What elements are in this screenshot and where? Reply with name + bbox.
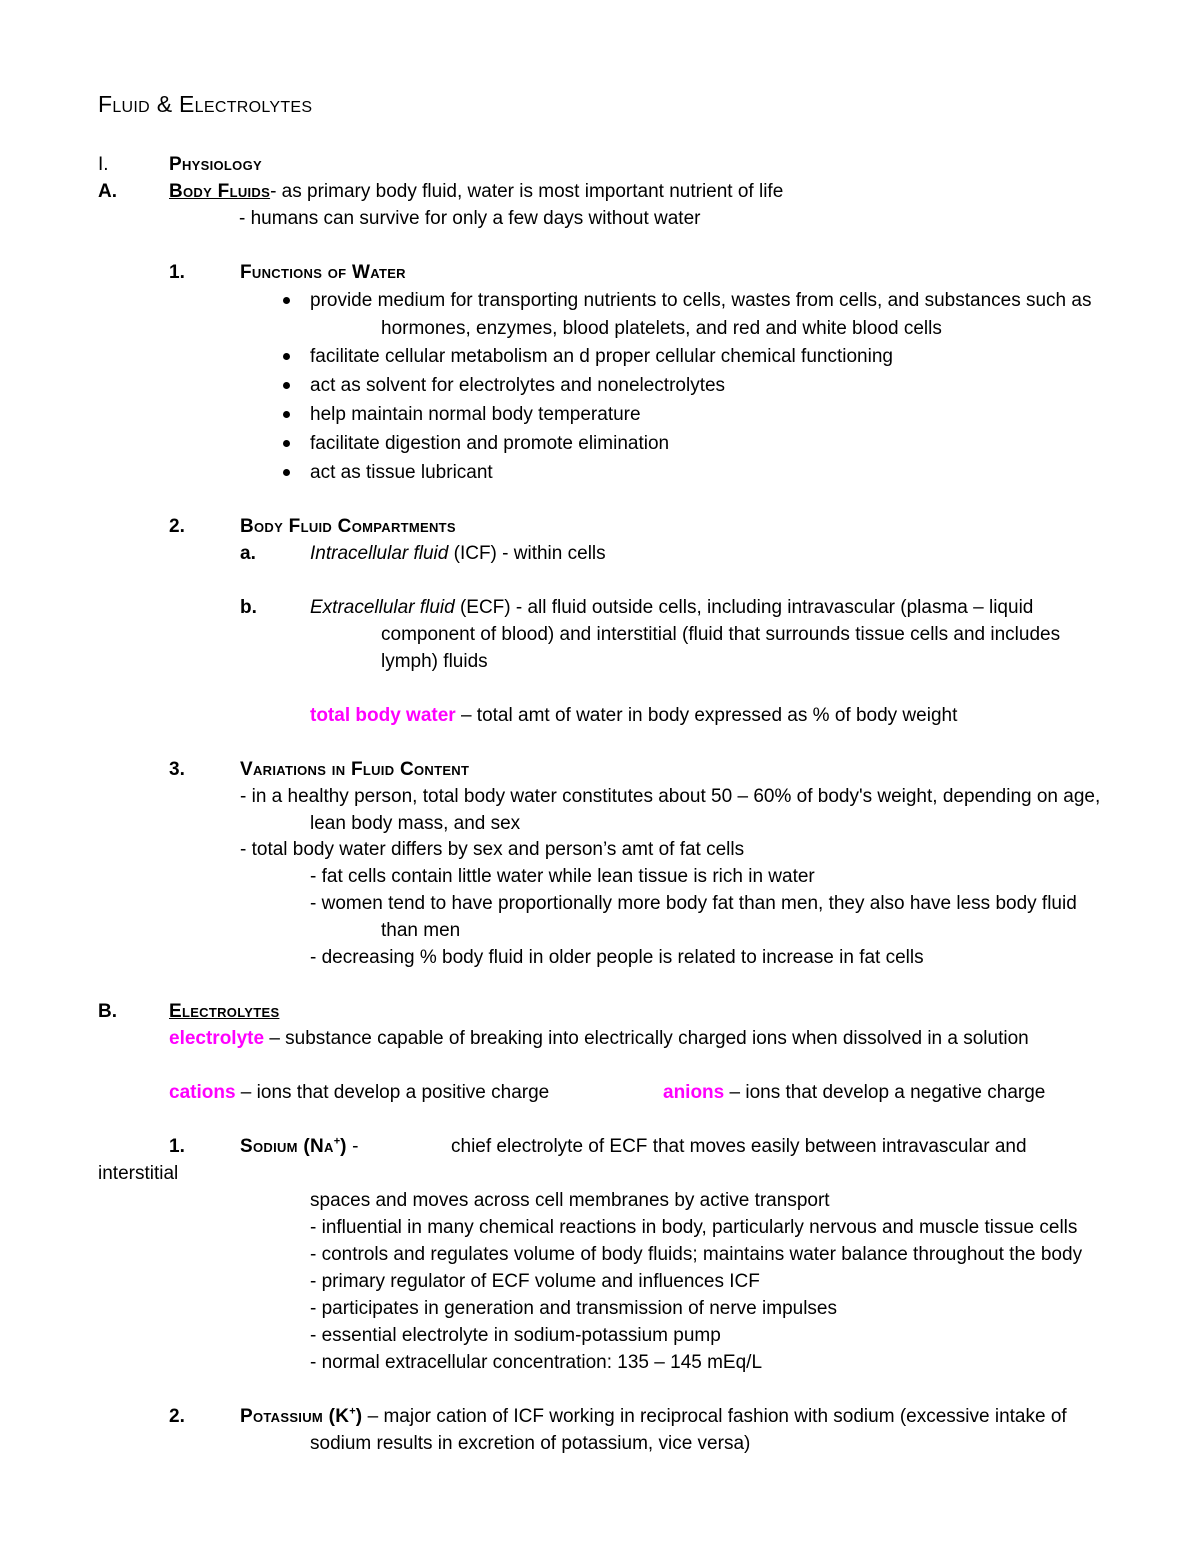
section-number: I. xyxy=(98,154,109,175)
subsection-letter: B. xyxy=(98,1001,117,1022)
cations-definition xyxy=(169,1081,549,1105)
electrolyte-definition xyxy=(169,1027,1029,1051)
variation-line: - total body water differs by sex and person’s amt of fat cells xyxy=(240,839,745,860)
tbw-term: total body water xyxy=(310,705,456,726)
sodium-line: - influential in many chemical reactions in body, particularly nervous and muscle tissue cells xyxy=(310,1217,1078,1238)
sodium-heading-line xyxy=(240,1135,358,1159)
item-heading: Body Fluid Compartments xyxy=(240,516,456,537)
page-title: Fluid & Electrolytes xyxy=(98,91,313,117)
icf-term: Intracellular fluid xyxy=(310,543,449,564)
list-item: act as solvent for electrolytes and nonelectrolytes xyxy=(310,375,726,396)
ecf-text: (ECF) - all fluid outside cells, including intravascular (plasma – liquid xyxy=(454,597,1034,618)
list-item: help maintain normal body temperature xyxy=(310,404,641,425)
subsection-heading: Electrolytes xyxy=(169,1001,280,1022)
subsection-letter: A. xyxy=(98,181,117,202)
item-number: 2. xyxy=(169,516,185,537)
sodium-line: - controls and regulates volume of body fluids; maintains water balance throughout the body xyxy=(310,1244,1083,1265)
variation-line: - women tend to have proportionally more body fat than men, they also have less body fluid xyxy=(310,893,1077,914)
ecf-definition xyxy=(310,596,1033,620)
cations-term: cations xyxy=(169,1082,236,1103)
item-number: 1. xyxy=(169,1136,185,1157)
electrolyte-term: electrolyte xyxy=(169,1028,265,1049)
body-fluids-line-2: - humans can survive for only a few days without water xyxy=(239,208,701,229)
potassium-superscript: + xyxy=(349,1405,356,1418)
sodium-dash: - xyxy=(346,1136,359,1157)
tbw-definition xyxy=(310,704,957,728)
sodium-text: chief electrolyte of ECF that moves easily between intravascular and xyxy=(451,1136,1027,1157)
list-item: act as tissue lubricant xyxy=(310,462,493,483)
sodium-superscript: + xyxy=(333,1135,341,1148)
body-fluids-line xyxy=(169,180,783,204)
cations-text: – ions that develop a positive charge xyxy=(235,1082,550,1103)
sodium-line: - primary regulator of ECF volume and influences ICF xyxy=(310,1271,760,1292)
variation-line: - decreasing % body fluid in older people is related to increase in fat cells xyxy=(310,947,924,968)
potassium-text: – major cation of ICF working in reciprocal fashion with sodium (excessive intake of xyxy=(362,1406,1067,1427)
section-heading: Physiology xyxy=(169,154,262,175)
item-number: 1. xyxy=(169,262,185,283)
list-item: provide medium for transporting nutrients to cells, wastes from cells, and substances such as xyxy=(310,290,1092,311)
variation-line: - in a healthy person, total body water constitutes about 50 – 60% of body's weight, depending on age, xyxy=(240,786,1101,807)
sodium-line: - normal extracellular concentration: 135 – 145 mEq/L xyxy=(310,1352,763,1373)
potassium-line-2: sodium results in excretion of potassium, vice versa) xyxy=(310,1433,751,1454)
anions-text: – ions that develop a negative charge xyxy=(724,1082,1046,1103)
potassium-heading: Potassium (K xyxy=(240,1406,350,1427)
item-number: 3. xyxy=(169,759,185,780)
potassium-line xyxy=(240,1405,1067,1429)
bullet-icon xyxy=(283,353,290,360)
item-heading: Functions of Water xyxy=(240,262,406,283)
anions-term: anions xyxy=(663,1082,725,1103)
anions-definition xyxy=(663,1081,1045,1105)
list-item: facilitate digestion and promote elimination xyxy=(310,433,670,454)
bullet-icon xyxy=(283,440,290,447)
ecf-line-2: component of blood) and interstitial (fluid that surrounds tissue cells and includes xyxy=(381,624,1061,645)
sodium-line: spaces and moves across cell membranes by active transport xyxy=(310,1190,830,1211)
potassium-close: ) xyxy=(355,1406,363,1427)
variation-line: lean body mass, and sex xyxy=(310,813,521,834)
variation-line: - fat cells contain little water while lean tissue is rich in water xyxy=(310,866,815,887)
sodium-line: - essential electrolyte in sodium-potassium pump xyxy=(310,1325,721,1346)
variation-line: than men xyxy=(381,920,461,941)
list-item: facilitate cellular metabolism an d proper cellular chemical functioning xyxy=(310,346,893,367)
sodium-line: - participates in generation and transmission of nerve impulses xyxy=(310,1298,837,1319)
subitem-letter: b. xyxy=(240,597,257,618)
subsection-heading: Body Fluids xyxy=(169,181,271,202)
tbw-text: – total amt of water in body expressed as % of body weight xyxy=(455,705,958,726)
item-heading: Variations in Fluid Content xyxy=(240,759,470,780)
bullet-icon xyxy=(283,297,290,304)
icf-definition xyxy=(310,542,606,566)
body-fluids-text: - as primary body fluid, water is most important nutrient of life xyxy=(270,181,784,202)
list-item-continuation: hormones, enzymes, blood platelets, and red and white blood cells xyxy=(381,318,942,339)
icf-text: (ICF) - within cells xyxy=(448,543,606,564)
sodium-wrap: interstitial xyxy=(98,1163,179,1184)
item-number: 2. xyxy=(169,1406,185,1427)
bullet-icon xyxy=(283,469,290,476)
ecf-term: Extracellular fluid xyxy=(310,597,455,618)
subitem-letter: a. xyxy=(240,543,256,564)
electrolyte-text: – substance capable of breaking into electrically charged ions when dissolved in a solution xyxy=(264,1028,1029,1049)
bullet-icon xyxy=(283,411,290,418)
ecf-line-3: lymph) fluids xyxy=(381,651,488,672)
bullet-icon xyxy=(283,382,290,389)
sodium-close: ) xyxy=(340,1136,347,1157)
sodium-heading: Sodium (Na xyxy=(240,1136,334,1157)
